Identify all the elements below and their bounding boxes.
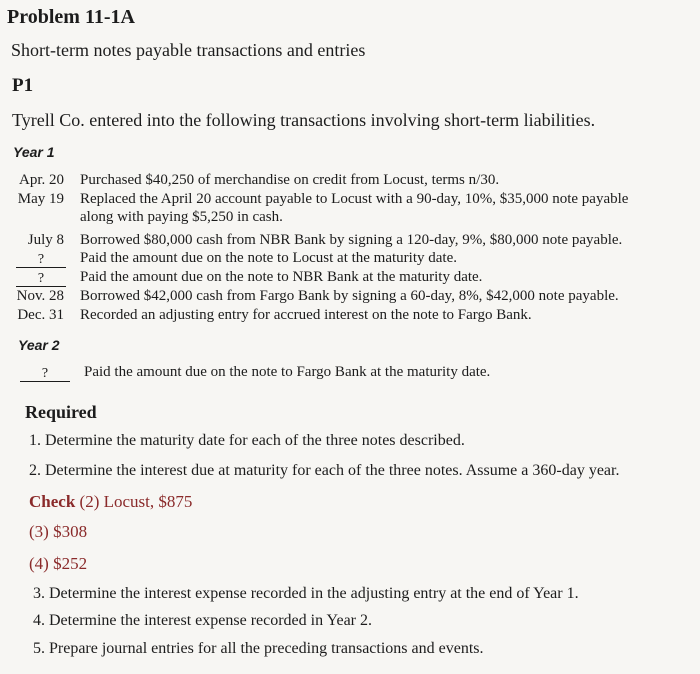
transaction-description-continued: along with paying $5,250 in cash.: [80, 209, 283, 225]
transaction-date: May 19: [17, 191, 64, 207]
transaction-description: Paid the amount due on the note to NBR Bank at the maturity date.: [80, 269, 483, 285]
required-item-3: 3. Determine the interest expense recorded in the adjusting entry at the end of Year 1.: [33, 585, 579, 602]
transaction-date: Nov. 28: [16, 288, 64, 304]
unknown-date-blank: ?: [16, 250, 66, 268]
problem-subtitle: Short-term notes payable transactions and entries: [11, 40, 366, 60]
problem-title: Problem 11-1A: [7, 6, 135, 28]
learning-objective-code: P1: [12, 75, 34, 96]
year-2-label: Year 2: [18, 337, 60, 353]
problem-intro: Tyrell Co. entered into the following transactions involving short-term liabilities.: [12, 110, 596, 130]
check-figure-2: [29, 492, 192, 512]
transaction-date: July 8: [27, 232, 64, 248]
transaction-date: Dec. 31: [17, 307, 64, 323]
check-figure-3: (3) $308: [29, 522, 88, 541]
required-item-2: 2. Determine the interest due at maturity for each of the three notes. Assume a 360-day year.: [29, 462, 620, 479]
unknown-date-blank: ?: [16, 269, 66, 287]
required-item-5: 5. Prepare journal entries for all the preceding transactions and events.: [33, 640, 484, 657]
transaction-description: Borrowed $80,000 cash from NBR Bank by signing a 120-day, 9%, $80,000 note payable.: [80, 232, 623, 248]
transaction-description: Purchased $40,250 of merchandise on credit from Locust, terms n/30.: [80, 172, 500, 188]
unknown-date-blank: ?: [20, 364, 70, 382]
year-1-label: Year 1: [13, 144, 55, 160]
required-item-1: 1. Determine the maturity date for each of the three notes described.: [29, 432, 465, 449]
transaction-description: Replaced the April 20 account payable to Locust with a 90-day, 10%, $35,000 note payable: [80, 191, 629, 207]
check-value: (2) Locust, $875: [79, 492, 193, 511]
transaction-description: Borrowed $42,000 cash from Fargo Bank by signing a 60-day, 8%, $42,000 note payable.: [80, 288, 619, 304]
check-label: Check: [29, 492, 76, 511]
transaction-description: Recorded an adjusting entry for accrued interest on the note to Fargo Bank.: [80, 307, 532, 323]
required-item-4: 4. Determine the interest expense recorded in Year 2.: [33, 612, 372, 629]
required-heading: Required: [25, 402, 97, 422]
transaction-date: Apr. 20: [19, 172, 64, 188]
check-figure-4: (4) $252: [29, 554, 88, 573]
transaction-description: Paid the amount due on the note to Fargo Bank at the maturity date.: [84, 364, 491, 380]
transaction-description: Paid the amount due on the note to Locust at the maturity date.: [80, 250, 457, 266]
